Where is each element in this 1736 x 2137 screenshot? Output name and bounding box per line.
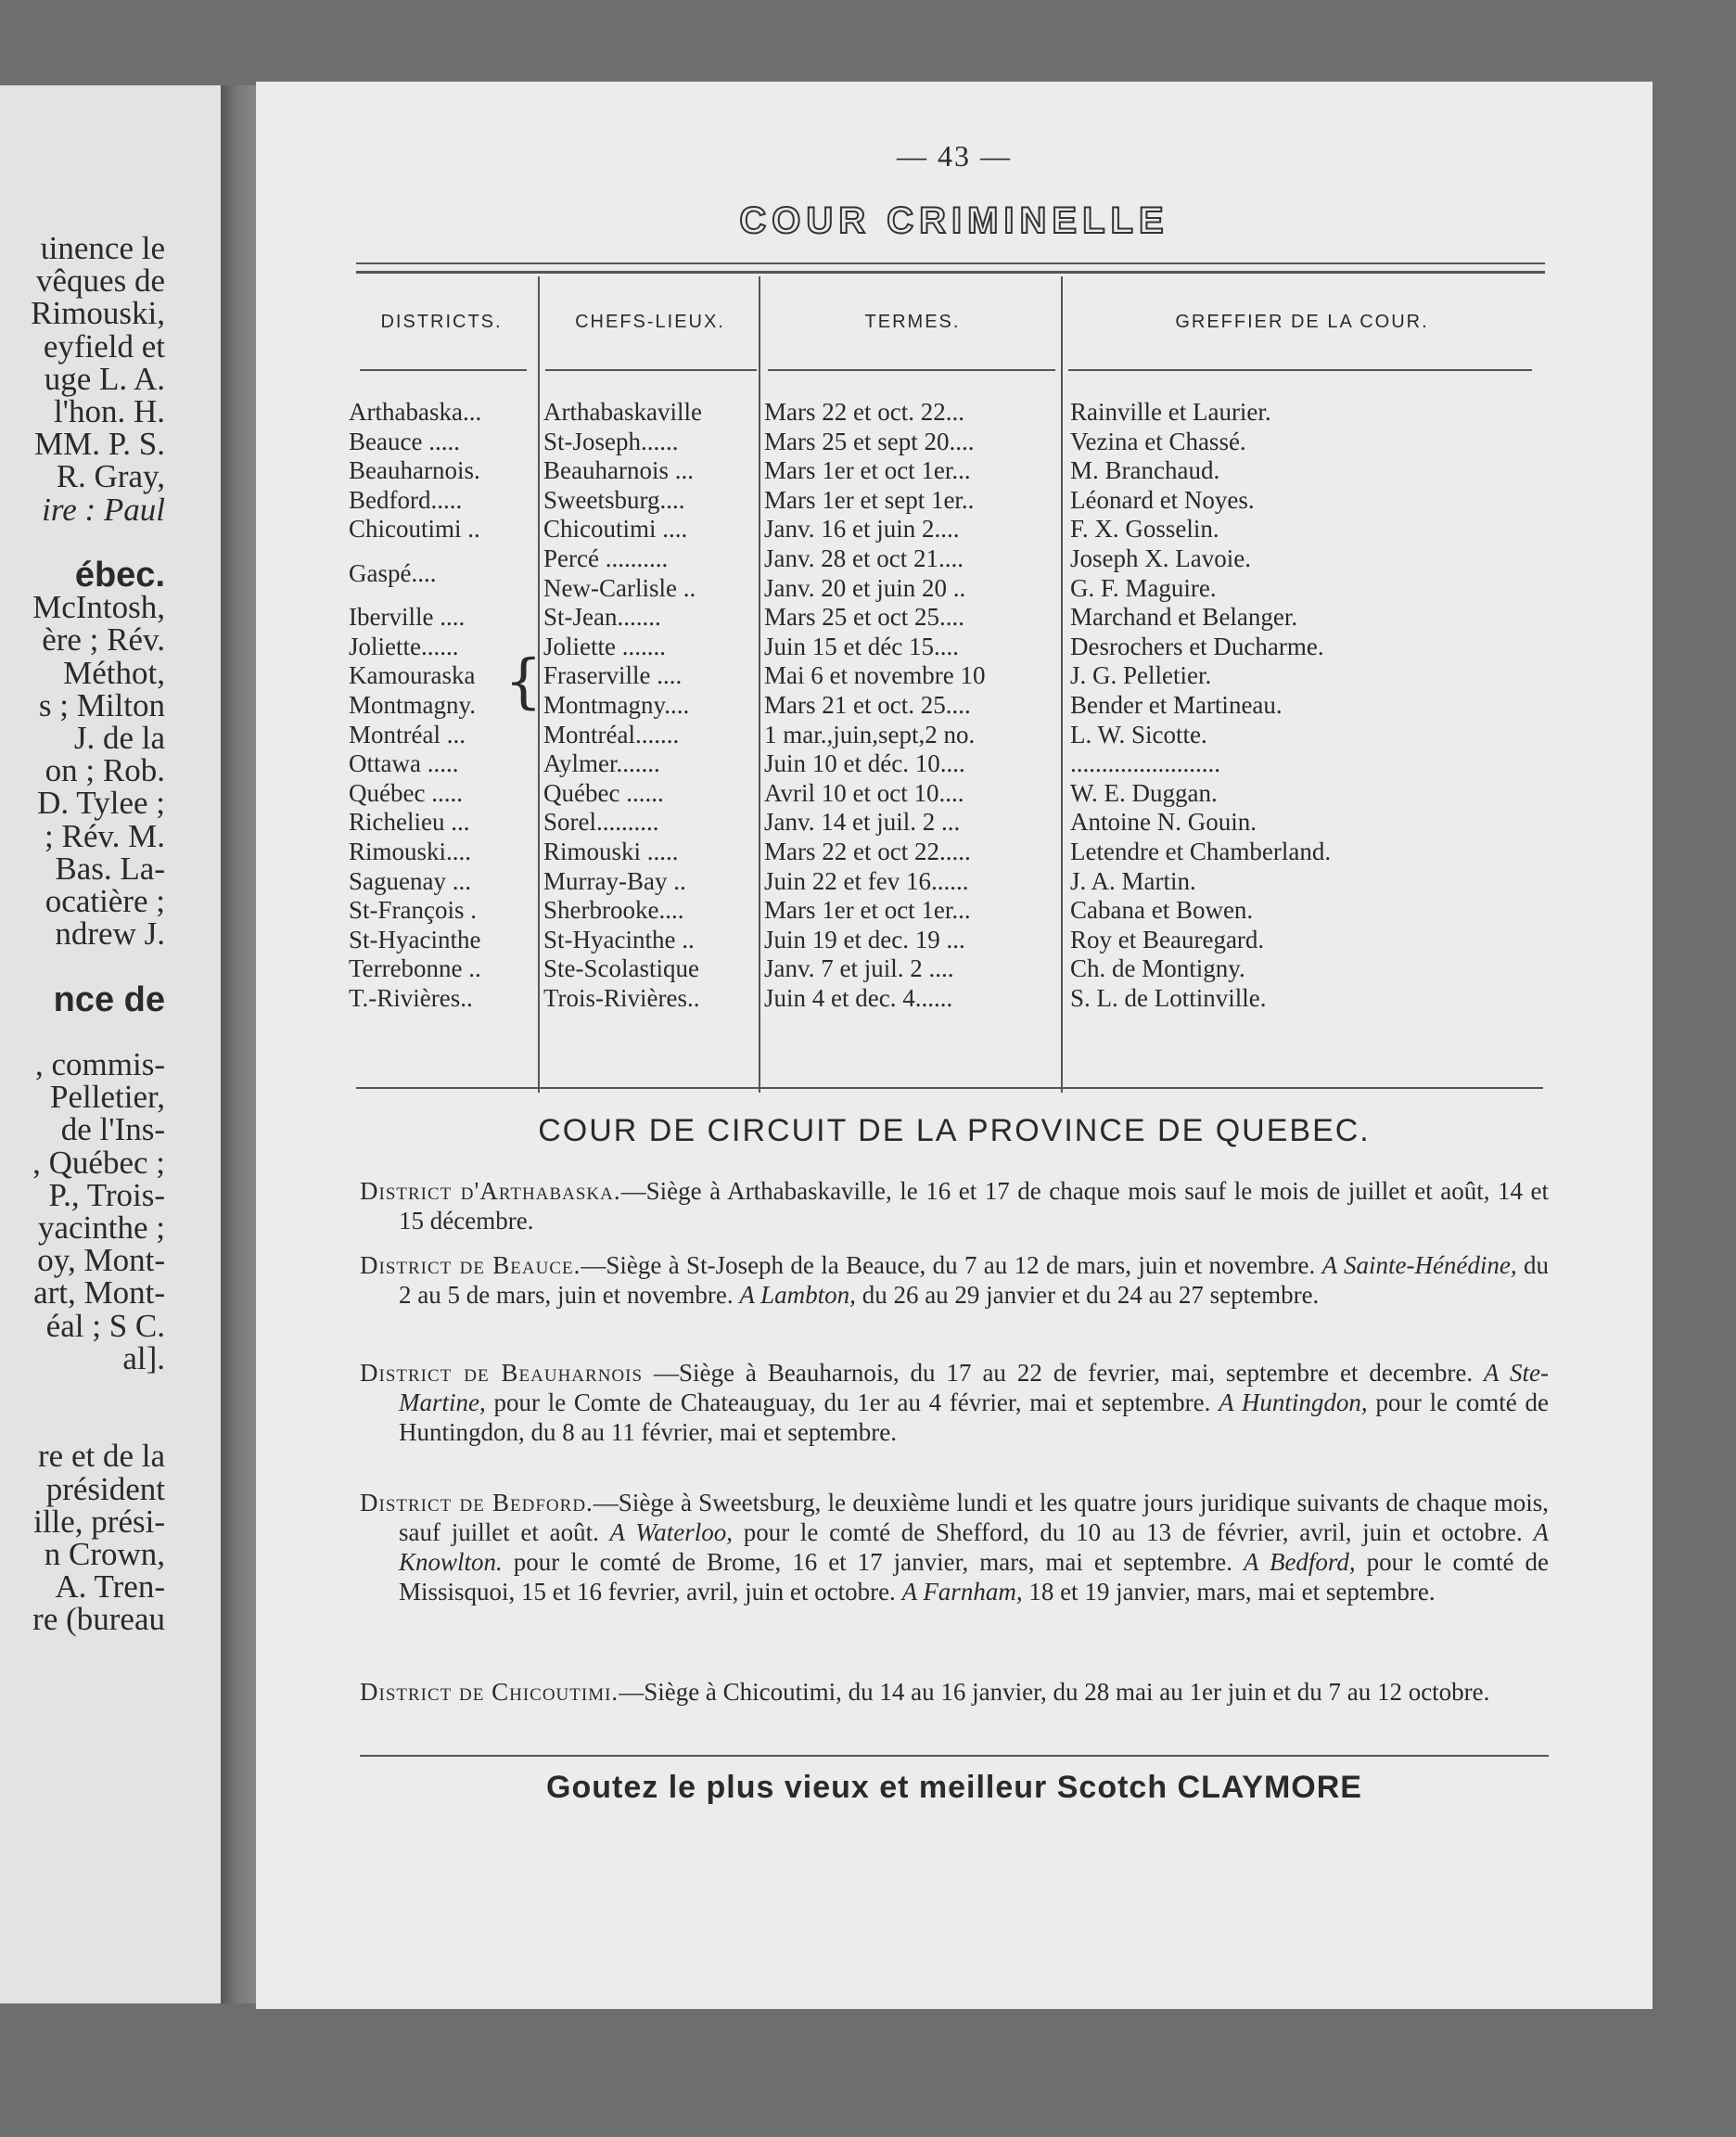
row-greffier: Antoine N. Gouin.	[1070, 808, 1257, 837]
table-row	[256, 925, 1653, 954]
table-row	[256, 807, 1653, 837]
district-name: District de Beauce.	[360, 1251, 581, 1279]
row-chef-lieu: Rimouski .....	[543, 838, 679, 865]
row-chef-lieu: Québec ......	[543, 778, 664, 807]
row-chef-lieu: St-Jean.......	[543, 603, 661, 632]
row-chef-lieu: New-Carlisle ..	[543, 573, 696, 602]
row-termes: Mars 25 et oct 25....	[764, 603, 964, 632]
row-termes: Juin 19 et dec. 19 ...	[764, 925, 965, 953]
left-page-line: on ; Rob.	[45, 752, 165, 789]
row-chef-lieu: Aylmer.......	[543, 749, 660, 778]
left-page-line: uge L. A.	[44, 360, 165, 397]
left-page-line: ocatière ;	[45, 883, 165, 919]
row-greffier: ........................	[1070, 749, 1220, 778]
left-page-line: eyfield et	[43, 327, 165, 365]
left-page-line: président	[45, 1470, 165, 1507]
left-page-line: A. Tren-	[55, 1568, 165, 1606]
row-termes: Avril 10 et oct 10....	[764, 778, 964, 807]
district-name: District de Chicoutimi.	[360, 1678, 619, 1706]
left-page-line: MM. P. S.	[33, 426, 165, 463]
table-row	[256, 895, 1653, 925]
row-district: Saguenay ...	[349, 866, 471, 895]
row-termes: Mars 22 et oct 22.....	[764, 838, 971, 865]
row-termes: Juin 22 et fev 16......	[764, 866, 969, 895]
row-district: Beauce .....	[349, 427, 460, 455]
row-greffier: J. A. Martin.	[1070, 866, 1196, 895]
left-page-line: vêques de	[36, 262, 165, 300]
row-greffier: G. F. Maguire.	[1070, 573, 1217, 602]
row-district: Bedford.....	[349, 485, 463, 514]
book-gutter	[221, 85, 260, 2003]
table-row	[256, 720, 1653, 749]
row-district: Terrebonne ..	[349, 954, 481, 983]
left-page-line: D. Tylee ;	[37, 785, 165, 822]
row-greffier: L. W. Sicotte.	[1070, 720, 1207, 749]
session-text: du 26 au 29 janvier et du 24 au 27 septembre.	[855, 1281, 1320, 1309]
row-greffier: W. E. Duggan.	[1070, 778, 1218, 807]
left-page-line: s ; Milton	[38, 686, 165, 723]
row-greffier: Ch. de Montigny.	[1070, 954, 1245, 983]
row-chef-lieu: Chicoutimi ....	[543, 515, 688, 544]
left-page-line: de l'Ins-	[60, 1111, 165, 1148]
session-text: du 2 au 5 de mars, juin et novembre.	[399, 1251, 1550, 1309]
header-underline	[545, 369, 757, 371]
row-greffier: S. L. de Lottinville.	[1070, 984, 1267, 1012]
row-district: Rimouski....	[349, 838, 472, 865]
row-greffier: Cabana et Bowen.	[1070, 896, 1254, 925]
session-text: pour le comté de Brome, 16 et 17 janvier, mars, mai et septembre.	[502, 1548, 1244, 1576]
column-header-greffier: GREFFIER DE LA COUR.	[1175, 312, 1429, 332]
row-district: Beauharnois.	[349, 456, 480, 485]
circuit-district-paragraph	[360, 1358, 1549, 1447]
row-chef-lieu: Joliette .......	[543, 632, 666, 660]
table-row	[256, 953, 1653, 983]
gaspe-brace: {	[504, 647, 542, 716]
left-page-line: R. Gray,	[56, 458, 165, 495]
left-page-line: oy, Mont-	[37, 1242, 165, 1279]
row-greffier: M. Branchaud.	[1070, 456, 1220, 485]
row-greffier: Roy et Beauregard.	[1070, 925, 1265, 953]
row-termes: Janv. 7 et juil. 2 ....	[764, 954, 954, 983]
left-page-line: Méthot,	[63, 654, 165, 691]
row-district: Arthabaska...	[349, 398, 482, 426]
row-chef-lieu: Sherbrooke....	[543, 896, 684, 925]
row-greffier: F. X. Gosselin.	[1070, 515, 1219, 544]
left-page-line: re et de la	[38, 1438, 165, 1475]
left-page-line: al].	[122, 1339, 165, 1376]
left-page-line: éal ; S C.	[45, 1307, 165, 1344]
session-place: A Huntingdon,	[1219, 1388, 1368, 1416]
table-row	[256, 778, 1653, 808]
left-page-line: ire : Paul	[42, 491, 165, 528]
left-page-line: Pelletier,	[50, 1079, 165, 1116]
circuit-district-paragraph	[360, 1677, 1549, 1707]
left-page-line: l'hon. H.	[53, 393, 165, 429]
session-place: A Ste-Martine,	[399, 1359, 1549, 1416]
table-row	[256, 485, 1653, 515]
row-greffier: Vezina et Chassé.	[1070, 427, 1246, 455]
page-title: COUR CRIMINELLE	[739, 200, 1169, 241]
left-page-line: ille, prési-	[33, 1503, 165, 1540]
left-page-line: P., Trois-	[48, 1176, 165, 1213]
table-row	[256, 573, 1653, 603]
left-page-line: ɩinence le	[40, 230, 165, 266]
left-page-line: Bas. La-	[55, 850, 165, 887]
row-district: Joliette......	[349, 632, 459, 660]
row-greffier: Letendre et Chamberland.	[1070, 838, 1332, 865]
row-chef-lieu: Arthabaskaville	[543, 398, 702, 426]
session-text: pour le comté de Shefford, du 10 au 13 de février, avril, juin et octobre.	[733, 1518, 1534, 1546]
title-rule	[356, 262, 1545, 264]
row-termes: Janv. 16 et juin 2....	[764, 515, 960, 544]
session-text: —Siège à Arthabaskaville, le 16 et 17 de chaque mois sauf le mois de juillet et août, 14 et 15 décembre.	[399, 1177, 1549, 1235]
row-chef-lieu: Sorel..........	[543, 808, 659, 837]
row-district: Richelieu ...	[349, 808, 470, 837]
left-page-line: J. de la	[73, 720, 165, 756]
session-place: A Farnham,	[901, 1578, 1023, 1606]
left-page-line: yacinthe ;	[37, 1209, 165, 1246]
left-page-line: ébec.	[74, 556, 165, 595]
district-name: District de Bedford.	[360, 1489, 594, 1516]
district-name: District de Beauharnois	[360, 1359, 644, 1387]
row-termes: Janv. 14 et juil. 2 ...	[764, 808, 961, 837]
title-rule-double	[356, 271, 1545, 274]
column-header-termes: TERMES.	[864, 312, 961, 332]
table-row	[256, 427, 1653, 456]
circuit-court-title: COUR DE CIRCUIT DE LA PROVINCE DE QUEBEC.	[538, 1113, 1371, 1148]
left-page-line: ; Rév. M.	[45, 817, 165, 854]
session-text: —Siège à Sweetsburg, le deuxième lundi et les quatre jours juridique suivants de chaque mois, sauf juillet et août.	[399, 1489, 1549, 1546]
advert-rule	[360, 1755, 1549, 1757]
table-row	[256, 455, 1653, 485]
row-chef-lieu: Montmagny....	[543, 691, 690, 719]
circuit-district-paragraph	[360, 1488, 1549, 1606]
left-page-line: re (bureau	[32, 1601, 165, 1638]
row-greffier: Léonard et Noyes.	[1070, 485, 1255, 514]
row-chef-lieu: Montréal.......	[543, 720, 680, 749]
row-greffier: Joseph X. Lavoie.	[1070, 544, 1251, 572]
row-termes: Mai 6 et novembre 10	[764, 661, 986, 690]
table-row	[256, 660, 1653, 690]
table-row	[256, 837, 1653, 866]
table-row	[256, 983, 1653, 1013]
session-place: A Bedford,	[1243, 1548, 1356, 1576]
row-chef-lieu: Murray-Bay ..	[543, 866, 686, 895]
row-greffier: Rainville et Laurier.	[1070, 398, 1271, 426]
district-name: District d'Arthabaska.	[360, 1177, 621, 1205]
left-page-line: nce de	[53, 979, 165, 1019]
row-termes: Janv. 20 et juin 20 ..	[764, 573, 966, 602]
header-underline	[768, 369, 1055, 371]
row-chef-lieu: St-Joseph......	[543, 427, 679, 455]
session-place: A Knowlton.	[399, 1518, 1549, 1576]
advertisement: Goutez le plus vieux et meilleur Scotch CLAYMORE	[546, 1770, 1362, 1805]
left-page-line: ndrew J.	[55, 915, 165, 953]
row-district: Montréal ...	[349, 720, 466, 749]
row-district: T.-Rivières..	[349, 984, 473, 1012]
row-termes: Janv. 28 et oct 21....	[764, 544, 964, 572]
header-underline	[360, 369, 527, 371]
column-header-chefs-lieux: CHEFS-LIEUX.	[575, 312, 725, 332]
row-district: Québec .....	[349, 778, 463, 807]
row-termes: Juin 10 et déc. 10....	[764, 749, 965, 778]
session-text: —Siège à Beauharnois, du 17 au 22 de fevrier, mai, septembre et decembre.	[643, 1359, 1485, 1387]
row-chef-lieu: Trois-Rivières..	[543, 984, 700, 1012]
left-page-line: n Crown,	[44, 1536, 165, 1572]
page	[256, 82, 1653, 2009]
left-page-line: , commis-	[35, 1046, 165, 1082]
session-text: pour le comté de Missisquoi, 15 et 16 fevrier, avril, juin et octobre.	[399, 1548, 1549, 1606]
row-greffier: Desrochers et Ducharme.	[1070, 632, 1324, 660]
row-greffier: Bender et Martineau.	[1070, 691, 1283, 719]
left-page-line: Rimouski,	[31, 295, 165, 332]
table-row	[256, 749, 1653, 778]
session-place: A Lambton,	[739, 1281, 856, 1309]
row-district: Montmagny.	[349, 691, 476, 719]
left-page-line: McIntosh,	[32, 589, 165, 626]
row-chef-lieu: Percé ..........	[543, 544, 669, 572]
row-chef-lieu: Sweetsburg....	[543, 485, 685, 514]
table-row	[256, 544, 1653, 587]
row-termes: Mars 1er et oct 1er...	[764, 896, 971, 925]
session-text: 18 et 19 janvier, mars, mai et septembre.	[1022, 1578, 1436, 1606]
row-district: Gaspé....	[349, 559, 437, 587]
circuit-district-paragraph	[360, 1176, 1549, 1235]
row-termes: Mars 1er et sept 1er..	[764, 485, 975, 514]
table-row	[256, 602, 1653, 632]
row-termes: Mars 21 et oct. 25....	[764, 691, 971, 719]
row-district: St-François .	[349, 896, 477, 925]
session-place: A Sainte-Hénédine,	[1321, 1251, 1517, 1279]
table-bottom-rule	[356, 1087, 1543, 1089]
row-chef-lieu: Ste-Scolastique	[543, 954, 699, 983]
column-header-districts: DISTRICTS.	[380, 312, 503, 332]
table-row	[256, 397, 1653, 427]
left-page-line: , Québec ;	[32, 1144, 165, 1181]
row-termes: Mars 1er et oct 1er...	[764, 456, 971, 485]
session-text: —Siège à Chicoutimi, du 14 au 16 janvier, du 28 mai au 1er juin et du 7 au 12 octobre.	[619, 1678, 1490, 1706]
session-place: A Waterloo,	[609, 1518, 733, 1546]
row-district: Ottawa .....	[349, 749, 459, 778]
session-text: pour le Comte de Chateauguay, du 1er au 4 février, mai et septembre.	[485, 1388, 1219, 1416]
row-chef-lieu: Fraserville ....	[543, 661, 683, 690]
row-termes: Mars 22 et oct. 22...	[764, 398, 964, 426]
page-number: — 43 —	[897, 139, 1012, 173]
row-district: Chicoutimi ..	[349, 515, 480, 544]
table-row	[256, 514, 1653, 544]
row-chef-lieu: Beauharnois ...	[543, 456, 694, 485]
header-underline	[1068, 369, 1532, 371]
row-termes: 1 mar.,juin,sept,2 no.	[764, 720, 976, 749]
table-row	[256, 632, 1653, 661]
left-page-line: art, Mont-	[33, 1274, 165, 1312]
left-page-fragment	[0, 85, 223, 2003]
row-chef-lieu: St-Hyacinthe ..	[543, 925, 695, 953]
table-row	[256, 690, 1653, 720]
row-termes: Mars 25 et sept 20....	[764, 427, 975, 455]
session-text: pour le comté de Huntingdon, du 8 au 11 février, mai et septembre.	[399, 1388, 1549, 1446]
session-text: —Siège à St-Joseph de la Beauce, du 7 au 12 de mars, juin et novembre.	[581, 1251, 1322, 1279]
row-district: St-Hyacinthe	[349, 925, 481, 953]
row-termes: Juin 15 et déc 15....	[764, 632, 959, 660]
table-row	[256, 866, 1653, 896]
row-district: Iberville ....	[349, 603, 466, 632]
row-termes: Juin 4 et dec. 4......	[764, 984, 953, 1012]
row-greffier: Marchand et Belanger.	[1070, 603, 1298, 632]
left-page-line: ère ; Rév.	[42, 621, 165, 659]
circuit-district-paragraph	[360, 1250, 1549, 1310]
row-district: Kamouraska	[349, 661, 476, 690]
row-greffier: J. G. Pelletier.	[1070, 661, 1212, 690]
